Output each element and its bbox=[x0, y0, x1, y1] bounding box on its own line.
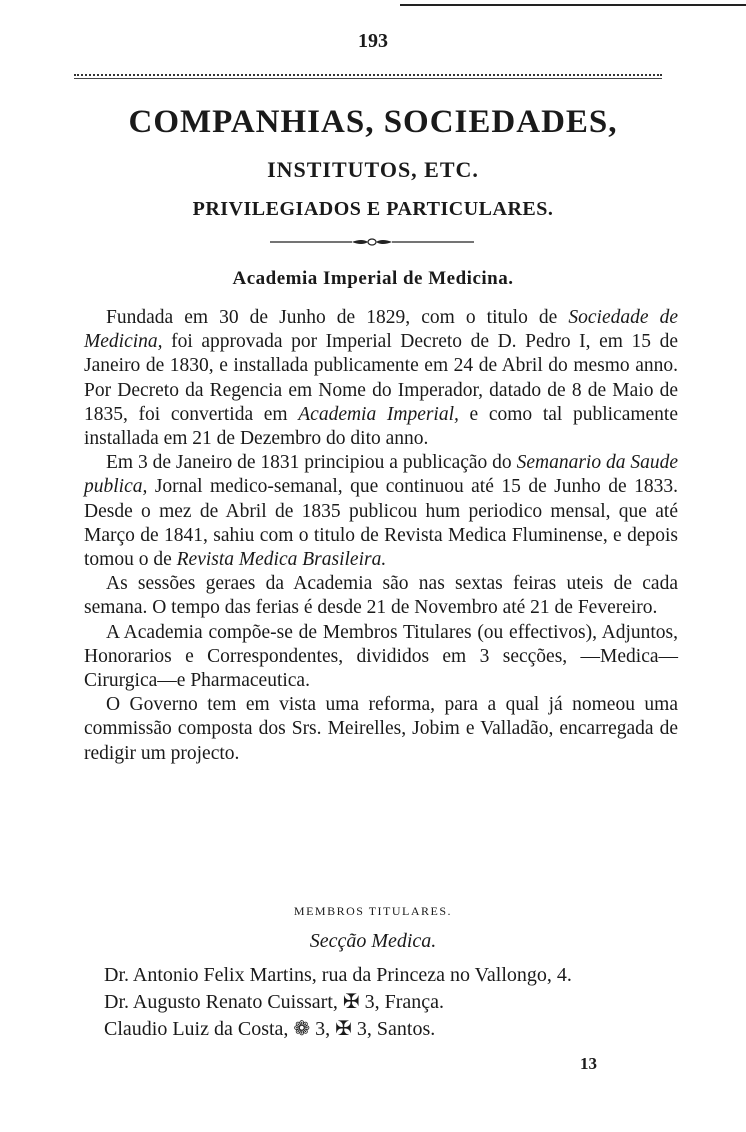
body-text bbox=[84, 306, 678, 766]
header-rule-solid bbox=[74, 78, 662, 79]
list-item: Claudio Luiz da Costa, ❁ 3, ✠ 3, Santos. bbox=[104, 1018, 436, 1040]
paragraph-composition: A Academia compõe-se de Membros Titulares (ou effectivos), Adjuntos, Honorarios e Correspondentes, divididos em 3 secções, —Medica—Cirurgica—e Pharmaceutica. bbox=[84, 621, 678, 692]
paragraph-foundation: Fundada em 30 de Junho de 1829, com o titulo de Sociedade de Medicina, foi approvada por Imperial Decreto de D. Pedro I, em 15 de Janeiro de 1830, e installada publicamente em 24 de Abril do mesmo anno. Por Decreto da Regencia em Nome do Imperador, datado de 8 de Maio de 1835, foi convertida em Academia Imperial, e como tal publicamente installada em 21 de Dezembro do dito anno. bbox=[84, 307, 678, 450]
header-rule-dotted bbox=[74, 74, 662, 76]
members-list bbox=[104, 962, 704, 1043]
paragraph-reform: O Governo tem em vista uma reforma, para a qual já nomeou uma commissão composta dos Srs. Meirelles, Jobim e Valladão, encarregada de redigir um projecto. bbox=[84, 694, 678, 764]
paragraph-publications: Em 3 de Janeiro de 1831 principiou a publicação do Semanario da Saude publica, Jornal medico-semanal, que continuou até 15 de Junho de 1833. Desde o mez de Abril de 1835 publicou hum periodico mensal, que até Março de 1841, sahiu com o titulo de Revista Medica Fluminense, e depois tomou o de Revista Medica Brasileira. bbox=[84, 452, 678, 571]
subtitle-secondary: PRIVILEGIADOS E PARTICULARES. bbox=[192, 198, 554, 220]
list-item: Dr. Antonio Felix Martins, rua da Princeza no Vallongo, 4. bbox=[104, 964, 572, 986]
main-title: COMPANHIAS, SOCIEDADES, bbox=[128, 104, 618, 140]
ornament-divider-icon bbox=[268, 232, 476, 252]
section-heading: Academia Imperial de Medicina. bbox=[232, 268, 514, 289]
signature-mark: 13 bbox=[580, 1054, 597, 1073]
page-number: 193 bbox=[358, 30, 388, 52]
subtitle: INSTITUTOS, ETC. bbox=[267, 157, 479, 182]
subsection-heading: Secção Medica. bbox=[309, 930, 437, 952]
paragraph-sessions: As sessões geraes da Academia são nas sextas feiras uteis de cada semana. O tempo das ferias é desde 21 de Novembro até 21 de Fevereiro. bbox=[84, 573, 678, 619]
members-heading: MEMBROS TITULARES. bbox=[293, 904, 453, 918]
list-item: Dr. Augusto Renato Cuissart, ✠ 3, França. bbox=[104, 991, 445, 1013]
top-edge-rule bbox=[400, 4, 746, 6]
